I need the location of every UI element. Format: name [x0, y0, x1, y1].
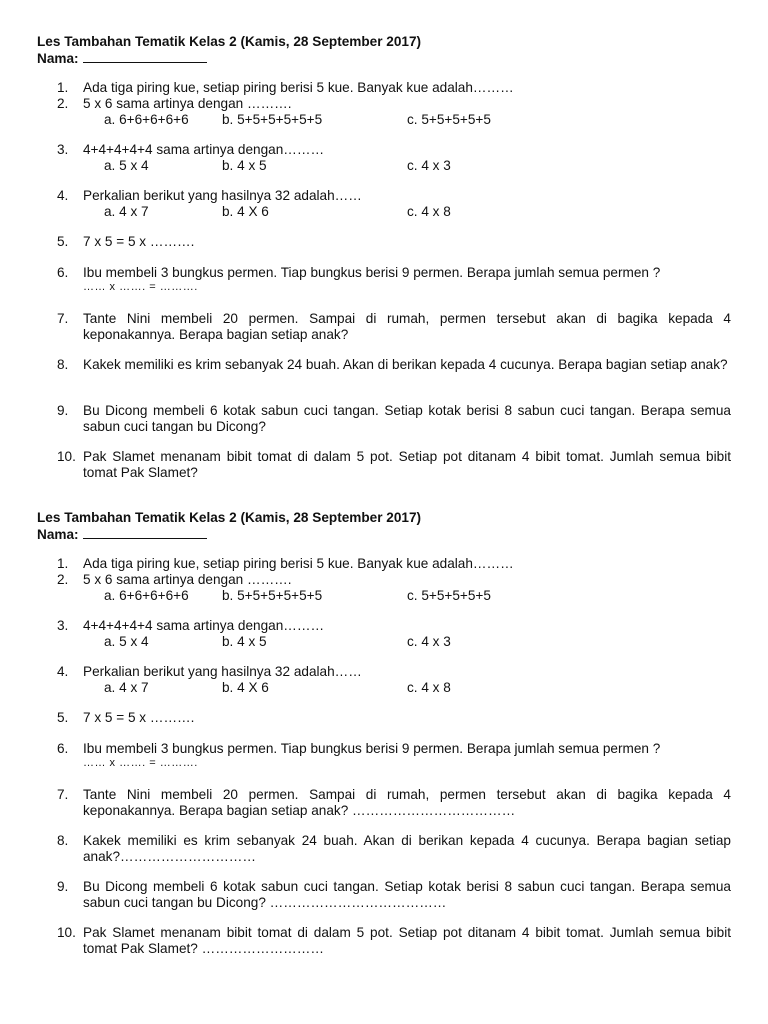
question-6 — [57, 265, 731, 281]
question-text: Kakek memiliki es krim sebanyak 24 buah. Akan di berikan kepada 4 cucunya. Berapa bagian setiap anak?………………………… — [83, 833, 731, 864]
answer-blank: …… x ……. = ………. — [83, 281, 198, 293]
name-blank-line — [83, 526, 207, 539]
question-text: Perkalian berikut yang hasilnya 32 adalah…… — [83, 664, 362, 679]
option-a: a. 6+6+6+6+6 — [104, 112, 189, 127]
worksheet-1 — [0, 0, 768, 500]
worksheet-title: Les Tambahan Tematik Kelas 2 (Kamis, 28 September 2017) — [37, 34, 422, 49]
question-number: 9. — [57, 879, 69, 894]
question-2-options — [104, 112, 704, 128]
question-number: 4. — [57, 664, 69, 679]
question-text: Pak Slamet menanam bibit tomat di dalam 5 pot. Setiap pot ditanam 4 bibit tomat. Jumlah semua bibit tomat Pak Slamet? ……………………… — [83, 925, 731, 956]
question-9 — [57, 879, 731, 911]
question-text: Ibu membeli 3 bungkus permen. Tiap bungkus berisi 9 permen. Berapa jumlah semua permen ? — [83, 265, 661, 280]
option-b: b. 5+5+5+5+5+5 — [222, 112, 323, 127]
question-4-options — [104, 204, 704, 220]
question-3-options — [104, 158, 704, 174]
option-a: a. 5 x 4 — [104, 634, 149, 649]
question-number: 9. — [57, 403, 69, 418]
question-3 — [57, 618, 731, 634]
question-9 — [57, 403, 731, 435]
question-6 — [57, 741, 731, 757]
name-label: Nama: — [37, 51, 79, 66]
question-2-options — [104, 588, 704, 604]
question-number: 6. — [57, 265, 69, 280]
question-number: 8. — [57, 357, 69, 372]
question-number: 1. — [57, 556, 69, 571]
question-number: 7. — [57, 787, 69, 802]
question-text: Tante Nini membeli 20 permen. Sampai di rumah, permen tersebut akan di bagika kepada 4 keponakannya. Berapa bagian setiap anak? ……………………………… — [83, 787, 731, 818]
question-text: 4+4+4+4+4 sama artinya dengan……… — [83, 142, 325, 157]
question-text: 7 x 5 = 5 x ………. — [83, 234, 195, 249]
question-text: Bu Dicong membeli 6 kotak sabun cuci tangan. Setiap kotak berisi 8 sabun cuci tangan. Berapa semua sabun cuci tangan bu Dicong? ………………………………… — [83, 879, 731, 910]
option-b: b. 4 x 5 — [222, 634, 267, 649]
question-7 — [57, 787, 731, 819]
question-number: 5. — [57, 710, 69, 725]
question-text: Ibu membeli 3 bungkus permen. Tiap bungkus berisi 9 permen. Berapa jumlah semua permen ? — [83, 741, 661, 756]
option-a: a. 5 x 4 — [104, 158, 149, 173]
question-5 — [57, 710, 731, 726]
question-7 — [57, 311, 731, 343]
question-4 — [57, 664, 731, 680]
option-c: c. 4 x 8 — [407, 680, 451, 695]
question-text: Kakek memiliki es krim sebanyak 24 buah. Akan di berikan kepada 4 cucunya. Berapa bagian setiap anak? — [83, 357, 728, 372]
option-c: c. 4 x 3 — [407, 634, 451, 649]
option-c: c. 5+5+5+5+5 — [407, 588, 491, 603]
question-number: 4. — [57, 188, 69, 203]
option-b: b. 5+5+5+5+5+5 — [222, 588, 323, 603]
question-number: 10. — [57, 925, 76, 940]
option-b: b. 4 X 6 — [222, 680, 269, 695]
question-number: 3. — [57, 142, 69, 157]
option-b: b. 4 X 6 — [222, 204, 269, 219]
question-3-options — [104, 634, 704, 650]
option-a: a. 4 x 7 — [104, 680, 149, 695]
question-text: Bu Dicong membeli 6 kotak sabun cuci tangan. Setiap kotak berisi 8 sabun cuci tangan. Berapa semua sabun cuci tangan bu Dicong? — [83, 403, 731, 434]
question-4 — [57, 188, 731, 204]
question-text: 5 x 6 sama artinya dengan ………. — [83, 96, 292, 111]
name-label: Nama: — [37, 527, 79, 542]
worksheet-title: Les Tambahan Tematik Kelas 2 (Kamis, 28 September 2017) — [37, 510, 422, 525]
name-field — [37, 526, 207, 542]
question-text: Tante Nini membeli 20 permen. Sampai di rumah, permen tersebut akan di bagika kepada 4 keponakannya. Berapa bagian setiap anak? — [83, 311, 731, 342]
name-blank-line — [83, 50, 207, 63]
question-1 — [57, 556, 731, 572]
question-number: 6. — [57, 741, 69, 756]
question-1 — [57, 80, 731, 96]
question-number: 1. — [57, 80, 69, 95]
question-number: 2. — [57, 96, 69, 111]
question-number: 2. — [57, 572, 69, 587]
question-number: 5. — [57, 234, 69, 249]
question-10 — [57, 925, 731, 957]
option-b: b. 4 x 5 — [222, 158, 267, 173]
option-c: c. 4 x 3 — [407, 158, 451, 173]
name-field — [37, 50, 207, 66]
question-3 — [57, 142, 731, 158]
answer-blank: …… x ……. = ………. — [83, 757, 198, 769]
question-8 — [57, 833, 731, 865]
option-c: c. 5+5+5+5+5 — [407, 112, 491, 127]
option-a: a. 4 x 7 — [104, 204, 149, 219]
question-number: 8. — [57, 833, 69, 848]
question-text: 5 x 6 sama artinya dengan ………. — [83, 572, 292, 587]
question-number: 10. — [57, 449, 76, 464]
question-2 — [57, 96, 731, 112]
question-number: 7. — [57, 311, 69, 326]
question-text: Ada tiga piring kue, setiap piring berisi 5 kue. Banyak kue adalah……… — [83, 556, 514, 571]
question-2 — [57, 572, 731, 588]
question-4-options — [104, 680, 704, 696]
question-text: Ada tiga piring kue, setiap piring berisi 5 kue. Banyak kue adalah……… — [83, 80, 514, 95]
question-number: 3. — [57, 618, 69, 633]
worksheet-2 — [0, 476, 768, 976]
option-c: c. 4 x 8 — [407, 204, 451, 219]
question-5 — [57, 234, 731, 250]
question-text: Pak Slamet menanam bibit tomat di dalam 5 pot. Setiap pot ditanam 4 bibit tomat. Jumlah semua bibit tomat Pak Slamet? — [83, 449, 731, 480]
question-text: 7 x 5 = 5 x ………. — [83, 710, 195, 725]
question-text: 4+4+4+4+4 sama artinya dengan……… — [83, 618, 325, 633]
question-8 — [57, 357, 731, 373]
option-a: a. 6+6+6+6+6 — [104, 588, 189, 603]
question-text: Perkalian berikut yang hasilnya 32 adalah…… — [83, 188, 362, 203]
